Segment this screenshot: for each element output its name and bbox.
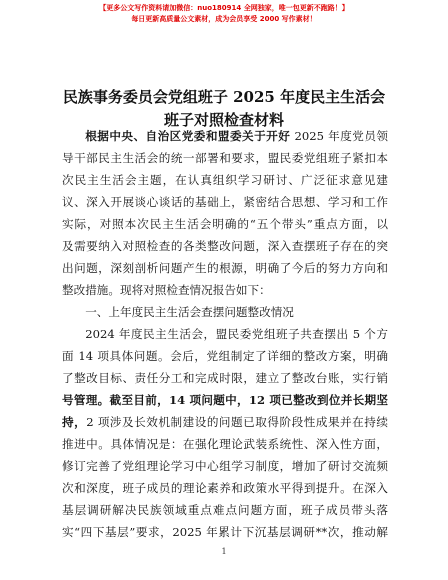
- section-heading: 一、上年度民主生活会查摆问题整改情况: [85, 305, 294, 319]
- intro-paragraph-line: [62, 257, 388, 279]
- intro-paragraph-line: [62, 125, 388, 147]
- bold-text-segment: 根据中央、自治区党委和盟委关于开好: [85, 129, 291, 143]
- text-segment: 导干部民主生活会的统一部署和要求，盟民委党组班子紧扣本: [62, 151, 388, 165]
- text-segment: 2024 年度民主生活会，盟民委党组班子共查摆出 5 个方: [85, 327, 388, 341]
- section-paragraph-line: [62, 521, 388, 543]
- intro-paragraph: [62, 125, 388, 301]
- text-segment: 了整改目标、责任分工和完成时限，建立了整改台账，实行销: [62, 371, 388, 385]
- intro-paragraph-line: [62, 147, 388, 169]
- intro-paragraph-line: [62, 213, 388, 235]
- section-paragraph-line: [62, 433, 388, 455]
- document-body: [62, 125, 388, 543]
- text-segment: 面 14 项具体问题。会后，党组制定了详细的整改方案，明确: [62, 349, 388, 363]
- header-notice: [0, 3, 448, 25]
- document-title-line-1: 民族事务委员会党组班子 2025 年度民主生活会: [62, 88, 386, 106]
- section-paragraph-line: [62, 323, 388, 345]
- text-segment: 修订完善了党组理论学习中心组学习制度，增加了研讨交流频: [62, 459, 388, 473]
- section-paragraph-line: [62, 345, 388, 367]
- text-segment: 实际，对照本次民主生活会明确的“五个带头”重点方面，以: [62, 217, 388, 231]
- text-segment: 及需要纳入对照检查的各类整改问题，深入查摆班子存在的突: [62, 239, 388, 253]
- text-segment: 次和深度，班子成员的理论素养和政策水平得到提升。在深入: [62, 481, 388, 495]
- intro-paragraph-line: [62, 235, 388, 257]
- section-paragraph-line: [62, 389, 388, 411]
- text-segment: 推进中。具体情况是：在强化理论武装系统性、深入性方面，: [62, 437, 388, 451]
- section-paragraph-line: [62, 411, 388, 433]
- text-segment: 整改措施。现将对照检查情况报告如下：: [62, 283, 271, 297]
- bold-text-segment: 持，: [62, 415, 87, 429]
- section-paragraph-line: [62, 499, 388, 521]
- document-title-line-2: 班子对照检查材料: [163, 111, 284, 129]
- page-number: 1: [221, 547, 227, 556]
- text-segment: 2025 年度党员领: [290, 129, 388, 143]
- bold-text-segment: 号管理。截至目前，14 项问题中，12 项已整改到位并长期坚: [62, 393, 388, 407]
- text-segment: 出问题，深刻剖析问题产生的根源，明确了今后的努力方向和: [62, 261, 388, 275]
- section-paragraph: [62, 323, 388, 543]
- section-paragraph-line: [62, 367, 388, 389]
- text-segment: 2 项涉及长效机制建设的问题已取得阶段性成果并在持续: [86, 415, 388, 429]
- text-segment: 次民主生活会主题，在认真组织学习研讨、广泛征求意见建: [62, 173, 388, 187]
- text-segment: 实“四下基层”要求，2025 年累计下沉基层调研**次，推动解: [62, 525, 388, 539]
- section-paragraph-line: [62, 477, 388, 499]
- header-notice-line-1: 【更多公文写作资料请加微信：nuo180914 全网独家，唯一包更新不跑路！】: [99, 4, 349, 12]
- text-segment: 议、深入开展谈心谈话的基础上，紧密结合思想、学习和工作: [62, 195, 388, 209]
- text-segment: 基层调研解决民族领域重点难点问题方面，班子成员带头落: [62, 503, 388, 517]
- section-paragraph-line: [62, 455, 388, 477]
- header-notice-line-2: 每日更新高质量公文素材，成为会员享受 2000 写作素材！: [131, 15, 317, 23]
- intro-paragraph-line: [62, 191, 388, 213]
- intro-paragraph-line: [62, 279, 388, 301]
- intro-paragraph-line: [62, 169, 388, 191]
